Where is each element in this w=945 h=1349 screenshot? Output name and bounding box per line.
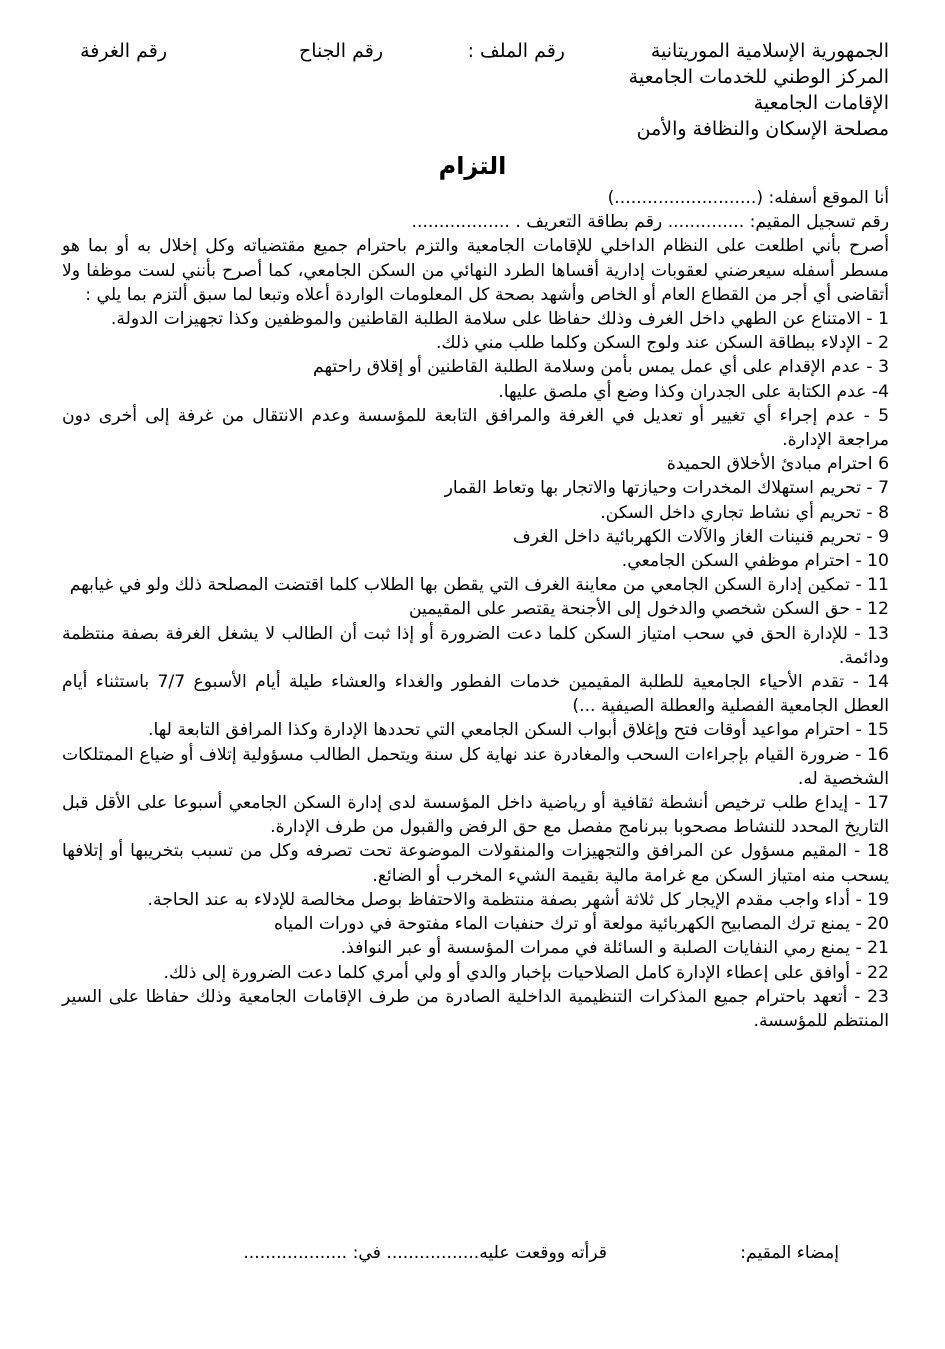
service-name: مصلحة الإسكان والنظافة والأمن (636, 118, 889, 140)
commitment-item-3: 3 - عدم الإقدام على أي عمل يمس بأمن وسلامة الطلبة القاطنين أو إقلاق راحتهم (313, 357, 889, 378)
commitment-item-17: 17 - إيداع طلب ترخيص أنشطة ثقافية أو رياضية داخل المؤسسة لدى إدارة السكن الجامعي أسبوعا على الأقل قبل التاريخ المحدد للنشاط مصحوبا ببرنامج مفصل مع حق الرفض والقبول من طرف الإدارة. (62, 793, 889, 838)
commitment-item-9: 9 - تحريم قنينات الغاز والآلات الكهربائية داخل الغرف (512, 526, 889, 547)
commitment-item-5: 5 - عدم إجراء أي تغيير أو تعديل في الغرفة والمرافق التابعة للمؤسسة وعدم الانتقال من غرفة إلى أخرى دون مراجعة الإدارة. (62, 405, 889, 451)
issuing-authority (629, 38, 889, 142)
commitment-item-13: 13 - للإدارة الحق في سحب امتياز السكن كلما دعت الضرورة أو إذا ثبت أن الطالب لا يشغل الغرفة بصفة منتظمة ودائمة. (62, 623, 889, 668)
commitment-item-1: 1 - الامتناع عن الطهي داخل الغرف وذلك حفاظا على سلامة الطلبة القاطنين والموظفين وكذا تجهيزات الدولة. (110, 309, 889, 330)
commitment-item-20: 20 - يمنع ترك المصابيح الكهربائية مولعة أو ترك حنفيات الماء مفتوحة في دورات المياه (274, 914, 889, 935)
room-number-label: رقم الغرفة (80, 40, 167, 62)
commitment-item-4: 4- عدم الكتابة على الجدران وكذا وضع أي ملصق عليها. (498, 381, 889, 402)
commitment-item-2: 2 - الإدلاء ببطاقة السكن عند ولوج السكن وكلما طلب مني ذلك. (435, 333, 889, 354)
commitment-item-14: 14 - تقدم الأحياء الجامعية للطلبة المقيمين خدمات الفطور والغداء والعشاء طيلة أيام الأسبوع 7/7 باستثناء أيام العطل الجامعية الفصلية والعطلة الصيفية ...) (62, 672, 890, 717)
commitment-item-21: 21 - يمنع رمي النفايات الصلبة و السائلة في ممرات المؤسسة أو عبر النوافذ. (340, 938, 889, 959)
commitment-item-19: 19 - أداء واجب مقدم الإيجار كل ثلاثة أشهر بصفة منتظمة والاحتفاظ بوصل مخالصة للإدلاء به عند الحاجة. (147, 889, 889, 910)
undersigned-line: أنا الموقع أسفله: (..........................) (607, 188, 889, 208)
residences-name: الإقامات الجامعية (753, 92, 889, 114)
file-number-label: رقم الملف : (467, 40, 565, 62)
commitment-item-8: 8 - تحريم أي نشاط تجاري داخل السكن. (600, 502, 889, 523)
commitment-item-12: 12 - حق السكن شخصي والدخول إلى الأجنحة يقتصر على المقيمين (408, 599, 889, 620)
country-name: الجمهورية الإسلامية الموريتانية (650, 40, 889, 62)
commitment-item-23: 23 - أتعهد باحترام جميع المذكرات التنظيمية الداخلية الصادرة من طرف الإقامات الجامعية وذلك حفاظا على السير المنتظم للمؤسسة. (62, 986, 889, 1031)
commitment-item-15: 15 - احترام مواعيد أوقات فتح وإغلاق أبواب السكن الجامعي التي تحددها الإدارة وكذا المرافق التابعة لها. (148, 720, 889, 741)
document-title: التزام (438, 152, 507, 180)
wing-number-label: رقم الجناح (298, 40, 383, 62)
document-body (62, 186, 889, 1033)
commitment-item-22: 22 - أوافق على إعطاء الإدارة كامل الصلاحيات بإخبار والدي أو ولي أمري كلما دعت الضرورة إلى ذلك. (163, 962, 889, 983)
declaration-paragraph: أصرح بأني اطلعت على النظام الداخلي للإقامات الجامعية والتزم باحترام جميع مقتضياته وكل إخلال به أو بما هو مسطر أسفله سيعرضني لعقوبات إدارية أقساها الطرد النهائي من السكن الجامعي، كما أصرح بأنني لست موظفا ولا أتقاضى أي أجر من القطاع العام أو الخاص وأشهد بصحة كل المعلومات الواردة أعلاه وتبعا لما سبق ألتزم بما يلي : (62, 236, 889, 305)
commitment-item-10: 10 - احترام موظفي السكن الجامعي. (621, 551, 889, 572)
commitment-item-6: 6 احترام مبادئ الأخلاق الحميدة (666, 454, 889, 475)
read-and-signed-line: قرأته ووقعت عليه................. في: ................... (243, 1243, 607, 1263)
commitment-item-11: 11 - تمكين إدارة السكن الجامعي من معاينة الغرف التي يقطن بها الطلاب كلما اقتضت المصلحة ذلك ولو في غيابهم (69, 575, 889, 596)
resident-signature-label: إمضاء المقيم: (740, 1243, 839, 1263)
center-name: المركز الوطني للخدمات الجامعية (628, 66, 889, 88)
commitment-item-16: 16 - ضرورة القيام بإجراءات السحب والمغادرة عند نهاية كل سنة ويتحمل الطالب مسؤولية إتلاف أو ضياع الممتلكات الشخصية له. (62, 744, 889, 789)
commitment-item-18: 18 - المقيم مسؤول عن المرافق والتجهيزات والمنقولات الموضوعة تحت تصرفه وكل من تسبب بتخريبها أو إتلافها يسحب منه امتياز السكن مع غرامة مالية بقيمة الشيء المخرب أو الضائع. (62, 841, 889, 886)
registration-line: رقم تسجيل المقيم: .............. رقم بطاقة التعريف . .................. (411, 212, 889, 233)
commitment-item-7: 7 - تحريم استهلاك المخدرات وحيازتها والاتجار بها وتعاط القمار (444, 478, 889, 499)
